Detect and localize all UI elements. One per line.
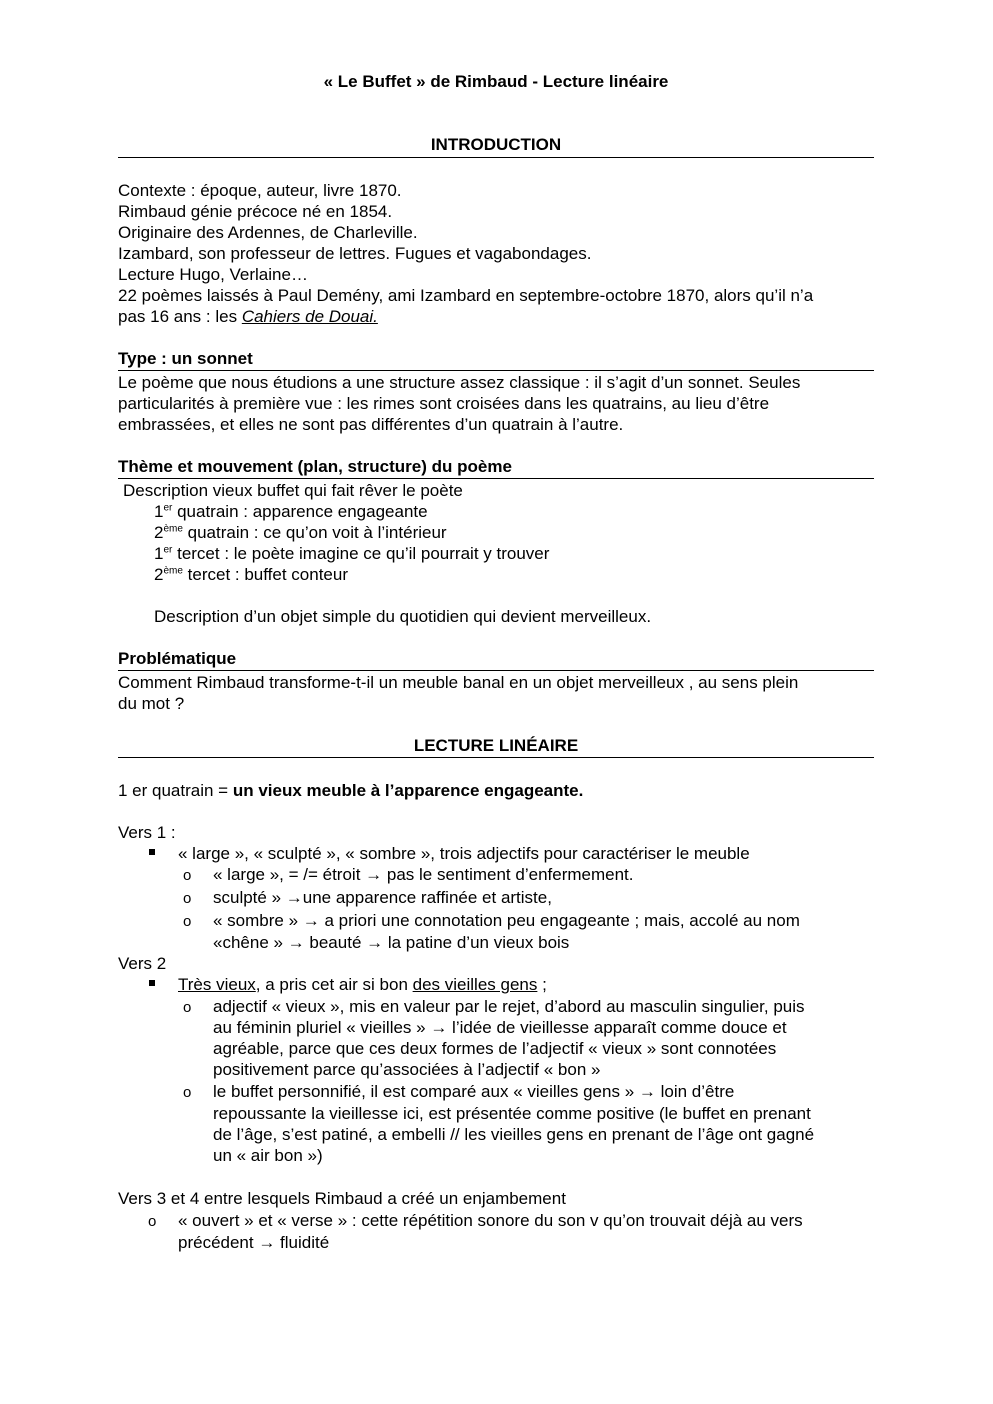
vers34-sub-line: précédent → fluidité — [178, 1233, 330, 1252]
context-line: 22 poèmes laissés à Paul Demény, ami Izambard en septembre-octobre 1870, alors qu’il n’a — [118, 286, 814, 305]
vers2-quote-a: Très vieux — [178, 975, 256, 994]
circle-bullet-icon: o — [183, 999, 192, 1016]
theme-item-number: 1 — [154, 502, 164, 521]
context-text: pas 16 ans : les — [118, 307, 242, 326]
vers2-bullet — [178, 974, 547, 995]
vers1-sub-line: « sombre » → a priori une connotation peu engageante ; mais, accolé au nom — [213, 911, 800, 930]
theme-item-sup: ème — [163, 565, 183, 577]
theme-item — [154, 501, 428, 522]
quatrain1-heading — [118, 780, 583, 801]
theme-item-sup: er — [163, 502, 173, 514]
vers34-sub-line: « ouvert » et « verse » : cette répétition sonore du son v qu’on trouvait déjà au vers — [178, 1211, 803, 1230]
context-line: Izambard, son professeur de lettres. Fugues et vagabondages. — [118, 244, 592, 263]
vers2-label: Vers 2 — [118, 954, 167, 973]
heading-rule — [118, 370, 874, 371]
square-bullet-icon — [149, 980, 155, 986]
theme-item-number: 1 — [154, 544, 164, 563]
theme-item-text: tercet : le poète imagine ce qu’il pourrait y trouver — [172, 544, 550, 563]
type-text-line: Le poème que nous étudions a une structure assez classique : il s’agit d’un sonnet. Seules — [118, 373, 801, 392]
theme-conclusion: Description d’un objet simple du quotidien qui devient merveilleux. — [154, 607, 652, 626]
section-heading-type: Type : un sonnet — [118, 349, 253, 368]
vers2-text-d: ; — [537, 975, 547, 994]
vers1-bullet: « large », « sculpté », « sombre », trois adjectifs pour caractériser le meuble — [178, 844, 750, 863]
context-line — [118, 306, 378, 327]
circle-bullet-icon: o — [183, 867, 192, 884]
cahiers-title: Cahiers de Douai. — [241, 307, 378, 326]
heading-rule — [118, 670, 874, 671]
type-text-line: embrassées, et elles ne sont pas différentes d’un quatrain à l’autre. — [118, 415, 624, 434]
quatrain1-prefix: 1 er quatrain = — [118, 781, 233, 800]
circle-bullet-icon: o — [183, 890, 192, 907]
vers2-sub-line: repoussante la vieillesse ici, est présentée comme positive (le buffet en prenant — [213, 1104, 811, 1123]
theme-item-number: 2 — [154, 565, 164, 584]
problematique-line: du mot ? — [118, 694, 185, 713]
vers1-sub-line: « large », = /= étroit → pas le sentiment d’enfermement. — [213, 865, 634, 884]
vers2-sub-line: au féminin pluriel « vieilles » → l’idée de vieillesse apparaît comme douce et — [213, 1018, 787, 1037]
vers2-sub-line: adjectif « vieux », mis en valeur par le rejet, d’abord au masculin singulier, puis — [213, 997, 805, 1016]
document-title: « Le Buffet » de Rimbaud - Lecture linéaire — [323, 72, 669, 91]
circle-bullet-icon: o — [183, 913, 192, 930]
heading-rule — [118, 757, 874, 758]
theme-intro: Description vieux buffet qui fait rêver le poète — [123, 481, 463, 500]
theme-item-text: quatrain : apparence engageante — [172, 502, 428, 521]
section-heading-theme: Thème et mouvement (plan, structure) du poème — [118, 457, 512, 476]
section-heading-problematique: Problématique — [118, 649, 237, 668]
theme-item-text: tercet : buffet conteur — [182, 565, 348, 584]
problematique-line: Comment Rimbaud transforme-t-il un meuble banal en un objet merveilleux , au sens plein — [118, 673, 799, 692]
square-bullet-icon — [149, 849, 155, 855]
circle-bullet-icon: o — [183, 1084, 192, 1101]
vers2-sub-line: agréable, parce que ces deux formes de l’adjectif « vieux » sont connotées — [213, 1039, 777, 1058]
vers2-sub-line: le buffet personnifié, il est comparé aux « vieilles gens » → loin d’être — [213, 1082, 735, 1101]
section-heading-lecture: LECTURE LINÉAIRE — [413, 736, 579, 755]
vers2-sub-line: un « air bon ») — [213, 1146, 323, 1165]
theme-item-sup: er — [163, 544, 173, 556]
context-line: Originaire des Ardennes, de Charleville. — [118, 223, 418, 242]
theme-item-number: 2 — [154, 523, 164, 542]
vers2-sub-line: de l’âge, s’est patiné, a embelli // les vieilles gens en prenant de l’âge ont gagné — [213, 1125, 815, 1144]
theme-item — [154, 543, 549, 564]
theme-item — [154, 522, 447, 543]
theme-item — [154, 564, 348, 585]
vers2-text-b: , a pris cet air si bon — [255, 975, 413, 994]
vers1-sub-line: sculpté » →une apparence raffinée et artiste, — [213, 888, 552, 907]
context-line: Contexte : époque, auteur, livre 1870. — [118, 181, 402, 200]
vers1-sub-line: «chêne » → beauté → la patine d’un vieux bois — [213, 933, 570, 952]
vers2-quote-c: des vieilles gens — [412, 975, 538, 994]
theme-item-text: quatrain : ce qu’on voit à l’intérieur — [182, 523, 447, 542]
vers34-label: Vers 3 et 4 entre lesquels Rimbaud a créé un enjambement — [118, 1189, 566, 1208]
heading-rule — [118, 478, 874, 479]
section-heading-introduction: INTRODUCTION — [430, 135, 562, 154]
vers2-sub-line: positivement parce qu’associées à l’adjectif « bon » — [213, 1060, 601, 1079]
heading-rule — [118, 157, 874, 158]
quatrain1-title: un vieux meuble à l’apparence engageante. — [232, 781, 584, 800]
context-line: Lecture Hugo, Verlaine… — [118, 265, 308, 284]
type-text-line: particularités à première vue : les rimes sont croisées dans les quatrains, au lieu d’être — [118, 394, 770, 413]
theme-item-sup: ème — [163, 523, 183, 535]
context-line: Rimbaud génie précoce né en 1854. — [118, 202, 393, 221]
circle-bullet-icon: o — [148, 1213, 157, 1230]
vers1-label: Vers 1 : — [118, 823, 176, 842]
